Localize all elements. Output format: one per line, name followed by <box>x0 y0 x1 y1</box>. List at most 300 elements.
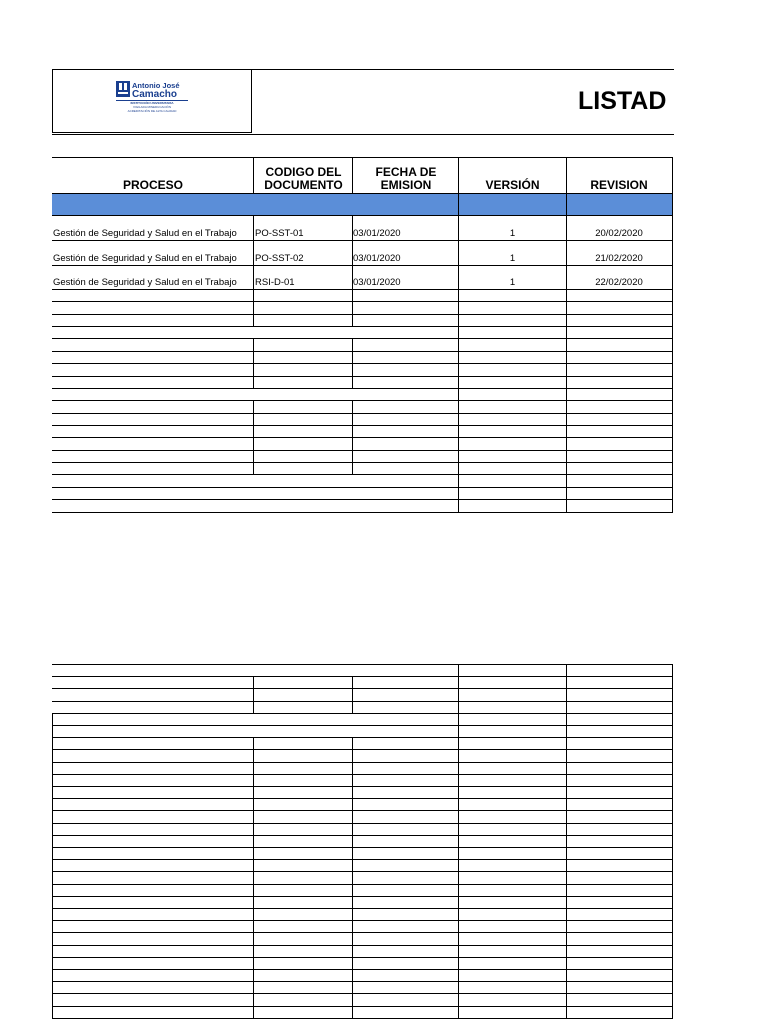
row-line <box>52 487 673 488</box>
column-line <box>458 737 459 749</box>
header-column-line <box>566 157 567 193</box>
column-line <box>566 676 567 688</box>
row-line <box>52 908 673 909</box>
column-line <box>566 1006 567 1018</box>
column-line <box>253 400 254 413</box>
cell-version: 1 <box>509 253 516 264</box>
logo-name-line1: Antonio José <box>132 81 180 90</box>
column-line <box>672 737 673 749</box>
header-color-band <box>52 194 672 215</box>
column-line <box>672 871 673 884</box>
row-line <box>52 512 673 513</box>
row-line <box>52 762 673 763</box>
column-line <box>253 823 254 835</box>
column-line <box>352 896 353 908</box>
column-line <box>352 847 353 859</box>
column-line <box>253 798 254 810</box>
column-line <box>672 1006 673 1018</box>
column-line <box>253 737 254 749</box>
column-line <box>352 462 353 474</box>
column-line <box>458 957 459 969</box>
column-line <box>352 450 353 462</box>
cell-fecha: 03/01/2020 <box>353 228 401 239</box>
column-line <box>566 981 567 993</box>
column-line <box>352 823 353 835</box>
column-line <box>458 932 459 945</box>
column-line <box>566 388 567 400</box>
band-column-line <box>458 194 459 215</box>
column-line <box>458 749 459 762</box>
column-line <box>566 462 567 474</box>
column-line <box>672 338 673 351</box>
column-line <box>566 737 567 749</box>
column-line <box>352 688 353 701</box>
column-line <box>458 676 459 688</box>
column-line <box>566 908 567 920</box>
column-line <box>566 425 567 437</box>
column-line <box>672 425 673 437</box>
column-line <box>672 823 673 835</box>
column-line <box>458 314 459 326</box>
column-line <box>672 920 673 932</box>
column-line <box>253 749 254 762</box>
column-line <box>458 363 459 376</box>
row-line <box>52 945 673 946</box>
column-line <box>566 835 567 847</box>
column-line <box>672 351 673 363</box>
column-line <box>672 725 673 737</box>
column-line <box>352 749 353 762</box>
column-line <box>566 474 567 487</box>
column-line <box>458 265 459 289</box>
column-line <box>52 798 53 810</box>
column-line <box>458 462 459 474</box>
column-line <box>253 920 254 932</box>
column-line <box>52 762 53 774</box>
column-line <box>352 762 353 774</box>
column-line <box>52 993 53 1006</box>
column-line <box>458 859 459 871</box>
row-line <box>52 289 673 290</box>
column-line <box>352 676 353 688</box>
column-line <box>352 701 353 713</box>
column-line <box>352 413 353 425</box>
column-header-version: VERSIÓN <box>485 178 540 192</box>
column-line <box>458 701 459 713</box>
column-line <box>458 774 459 786</box>
column-line <box>253 859 254 871</box>
column-line <box>352 932 353 945</box>
row-line <box>52 265 673 266</box>
column-line <box>672 450 673 462</box>
column-line <box>253 450 254 462</box>
column-line <box>352 835 353 847</box>
cell-codigo: PO-SST-02 <box>255 253 304 264</box>
column-line <box>352 737 353 749</box>
institution-logo <box>116 81 186 113</box>
column-line <box>52 847 53 859</box>
column-line <box>672 400 673 413</box>
column-line <box>52 908 53 920</box>
column-line <box>566 301 567 314</box>
logo-tagline <box>116 100 188 113</box>
column-line <box>52 884 53 896</box>
column-line <box>458 786 459 798</box>
row-line <box>52 871 673 872</box>
column-line <box>52 713 53 725</box>
column-line <box>52 823 53 835</box>
column-line <box>52 737 53 749</box>
column-line <box>253 437 254 450</box>
column-line <box>352 810 353 823</box>
row-line <box>52 1018 673 1019</box>
column-line <box>672 993 673 1006</box>
column-line <box>253 688 254 701</box>
column-line <box>566 400 567 413</box>
column-header-codigo: CODIGO DEL DOCUMENTO <box>264 165 343 192</box>
column-line <box>458 810 459 823</box>
column-line <box>458 487 459 499</box>
column-line <box>672 713 673 725</box>
column-line <box>352 859 353 871</box>
column-line <box>672 932 673 945</box>
column-line <box>52 920 53 932</box>
column-line <box>566 810 567 823</box>
row-line <box>52 835 673 836</box>
column-line <box>566 289 567 301</box>
column-header-proceso: PROCESO <box>122 178 183 192</box>
column-line <box>253 969 254 981</box>
column-line <box>458 713 459 725</box>
column-line <box>352 240 353 265</box>
column-line <box>52 810 53 823</box>
column-line <box>458 993 459 1006</box>
column-line <box>253 871 254 884</box>
header-column-line <box>672 157 673 193</box>
column-line <box>458 376 459 388</box>
column-line <box>458 871 459 884</box>
column-line <box>458 351 459 363</box>
column-line <box>352 786 353 798</box>
column-line <box>458 920 459 932</box>
column-line <box>458 437 459 450</box>
row-line <box>52 993 673 994</box>
logo-tagline-2: VIGILADA MINEDUCACIÓN <box>132 105 171 109</box>
column-header-fecha: FECHA DE EMISION <box>375 165 437 192</box>
row-line <box>52 499 673 500</box>
column-line <box>253 376 254 388</box>
row-line <box>52 314 673 315</box>
cell-revision: 21/02/2020 <box>595 253 643 264</box>
column-line <box>52 945 53 957</box>
column-line <box>253 786 254 798</box>
row-line <box>52 981 673 982</box>
column-line <box>458 450 459 462</box>
row-line <box>52 450 673 451</box>
column-line <box>566 376 567 388</box>
column-line <box>253 884 254 896</box>
header-column-line <box>458 157 459 193</box>
header-column-line <box>352 157 353 193</box>
row-line <box>52 400 673 401</box>
column-line <box>458 688 459 701</box>
column-line <box>672 215 673 240</box>
column-line <box>672 376 673 388</box>
cell-version: 1 <box>509 228 516 239</box>
column-line <box>566 437 567 450</box>
column-line <box>52 1006 53 1018</box>
column-line <box>672 289 673 301</box>
column-line <box>458 240 459 265</box>
column-line <box>52 932 53 945</box>
column-line <box>458 474 459 487</box>
cell-version: 1 <box>509 277 516 288</box>
column-line <box>672 363 673 376</box>
column-line <box>566 847 567 859</box>
row-line <box>52 413 673 414</box>
column-line <box>52 981 53 993</box>
logo-cell <box>52 69 252 133</box>
column-line <box>352 969 353 981</box>
column-line <box>566 314 567 326</box>
column-line <box>566 351 567 363</box>
column-line <box>253 413 254 425</box>
column-line <box>52 749 53 762</box>
column-line <box>672 301 673 314</box>
column-line <box>566 326 567 338</box>
cell-proceso: Gestión de Seguridad y Salud en el Trabajo <box>53 277 237 288</box>
column-line <box>352 798 353 810</box>
row-line <box>52 749 673 750</box>
column-line <box>352 363 353 376</box>
column-line <box>458 969 459 981</box>
column-line <box>253 908 254 920</box>
row-line <box>52 326 673 327</box>
column-line <box>352 993 353 1006</box>
row-line <box>52 301 673 302</box>
column-line <box>566 762 567 774</box>
column-line <box>253 945 254 957</box>
header-bottom-line <box>52 193 673 194</box>
cell-fecha: 03/01/2020 <box>353 253 401 264</box>
column-line <box>672 859 673 871</box>
column-line <box>566 798 567 810</box>
column-line <box>458 388 459 400</box>
row-line <box>52 957 673 958</box>
cell-proceso: Gestión de Seguridad y Salud en el Trabajo <box>53 228 237 239</box>
column-line <box>352 314 353 326</box>
row-line <box>52 932 673 933</box>
column-line <box>566 932 567 945</box>
row-line <box>52 774 673 775</box>
logo-emblem-icon <box>116 81 130 97</box>
column-line <box>672 762 673 774</box>
column-line <box>458 725 459 737</box>
column-line <box>52 786 53 798</box>
column-line <box>672 413 673 425</box>
column-line <box>566 823 567 835</box>
column-line <box>566 499 567 512</box>
column-line <box>352 908 353 920</box>
column-line <box>352 945 353 957</box>
cell-fecha: 03/01/2020 <box>353 277 401 288</box>
column-line <box>672 798 673 810</box>
column-line <box>458 798 459 810</box>
row-line <box>52 810 673 811</box>
column-line <box>458 847 459 859</box>
column-line <box>458 425 459 437</box>
column-line <box>566 749 567 762</box>
column-line <box>672 499 673 512</box>
column-line <box>566 413 567 425</box>
column-line <box>458 664 459 676</box>
column-line <box>352 957 353 969</box>
column-line <box>52 774 53 786</box>
column-line <box>566 993 567 1006</box>
column-line <box>672 981 673 993</box>
column-line <box>52 896 53 908</box>
column-line <box>566 688 567 701</box>
column-line <box>672 265 673 289</box>
column-line <box>672 810 673 823</box>
column-line <box>253 289 254 301</box>
row-line <box>52 338 673 339</box>
column-line <box>253 314 254 326</box>
row-line <box>52 969 673 970</box>
column-line <box>566 859 567 871</box>
column-line <box>672 847 673 859</box>
column-line <box>352 774 353 786</box>
lower-table-top-line <box>52 664 673 665</box>
column-line <box>566 786 567 798</box>
band-column-line <box>672 194 673 215</box>
column-line <box>672 388 673 400</box>
cell-revision: 22/02/2020 <box>595 277 643 288</box>
cell-revision: 20/02/2020 <box>595 228 643 239</box>
row-line <box>52 474 673 475</box>
band-column-line <box>566 194 567 215</box>
column-line <box>253 215 254 240</box>
column-line <box>566 945 567 957</box>
column-line <box>253 265 254 289</box>
row-line <box>52 798 673 799</box>
column-header-revision: REVISION <box>590 178 648 192</box>
column-line <box>352 1006 353 1018</box>
column-line <box>352 884 353 896</box>
column-line <box>566 884 567 896</box>
column-line <box>458 945 459 957</box>
column-line <box>566 725 567 737</box>
column-line <box>458 301 459 314</box>
row-line <box>52 920 673 921</box>
row-line <box>52 437 673 438</box>
logo-name-line2: Camacho <box>132 89 178 100</box>
column-line <box>458 215 459 240</box>
row-line <box>52 823 673 824</box>
column-line <box>672 474 673 487</box>
column-line <box>566 240 567 265</box>
column-line <box>672 487 673 499</box>
column-line <box>566 957 567 969</box>
column-line <box>253 896 254 908</box>
row-line <box>52 859 673 860</box>
column-line <box>352 871 353 884</box>
column-line <box>566 265 567 289</box>
column-line <box>458 289 459 301</box>
column-line <box>253 338 254 351</box>
cell-codigo: PO-SST-01 <box>255 228 304 239</box>
column-line <box>52 725 53 737</box>
cell-proceso: Gestión de Seguridad y Salud en el Trabajo <box>53 253 237 264</box>
column-line <box>253 810 254 823</box>
row-line <box>52 425 673 426</box>
column-line <box>253 762 254 774</box>
column-line <box>458 981 459 993</box>
column-line <box>672 688 673 701</box>
column-line <box>672 240 673 265</box>
column-line <box>672 896 673 908</box>
column-line <box>253 351 254 363</box>
row-line <box>52 884 673 885</box>
row-line <box>52 462 673 463</box>
column-line <box>566 363 567 376</box>
column-line <box>672 326 673 338</box>
column-line <box>672 835 673 847</box>
logo-tagline-3: ACREDITACIÓN DE ALTA CALIDAD <box>127 109 177 113</box>
column-line <box>458 413 459 425</box>
row-line <box>52 351 673 352</box>
row-line <box>52 363 673 364</box>
band-bottom-line <box>52 215 673 216</box>
cell-codigo: RSI-D-01 <box>255 277 295 288</box>
row-line <box>52 896 673 897</box>
column-line <box>352 376 353 388</box>
column-line <box>352 265 353 289</box>
row-line <box>52 676 673 677</box>
header-column-line <box>253 157 254 193</box>
row-line <box>52 713 673 714</box>
row-line <box>52 786 673 787</box>
row-line <box>52 240 673 241</box>
column-line <box>566 215 567 240</box>
row-line <box>52 737 673 738</box>
column-line <box>352 400 353 413</box>
column-line <box>672 437 673 450</box>
column-line <box>52 969 53 981</box>
row-line <box>52 688 673 689</box>
column-line <box>672 908 673 920</box>
document-title: LISTAD <box>578 87 667 115</box>
column-line <box>253 847 254 859</box>
column-line <box>352 981 353 993</box>
column-line <box>352 289 353 301</box>
column-line <box>52 835 53 847</box>
column-line <box>672 884 673 896</box>
column-line <box>566 664 567 676</box>
column-line <box>52 859 53 871</box>
column-line <box>253 301 254 314</box>
column-line <box>253 462 254 474</box>
column-line <box>566 920 567 932</box>
column-line <box>672 945 673 957</box>
column-line <box>458 1006 459 1018</box>
column-line <box>458 326 459 338</box>
column-line <box>458 908 459 920</box>
column-line <box>672 314 673 326</box>
column-line <box>566 487 567 499</box>
column-line <box>458 884 459 896</box>
column-line <box>352 215 353 240</box>
